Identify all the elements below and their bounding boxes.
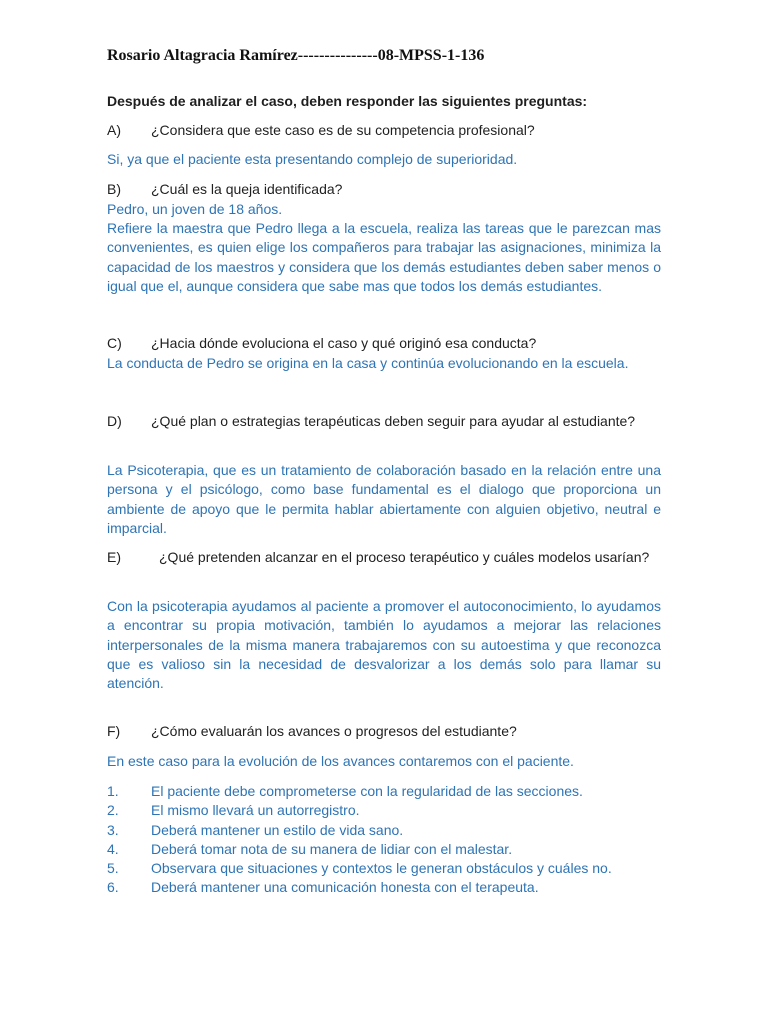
question-letter: D): [107, 413, 122, 429]
list-text: El paciente debe comprometerse con la regularidad de las secciones.: [151, 783, 583, 799]
list-text: Deberá mantener un estilo de vida sano.: [151, 821, 404, 838]
answer-b-line-1: Pedro, un joven de 18 años.: [107, 201, 283, 217]
student-code: 08-MPSS-1-136: [377, 47, 485, 64]
answer-a: Si, ya que el paciente esta presentando complejo de superioridad.: [107, 151, 518, 167]
list-item: [107, 840, 661, 859]
list-number: 1.: [107, 783, 119, 799]
list-item: [107, 801, 661, 820]
question-letter: E): [107, 549, 121, 565]
evaluation-list: [107, 782, 661, 898]
list-item: [107, 878, 661, 897]
list-number: 6.: [107, 879, 119, 896]
instructions-heading: Después de analizar el caso, deben responder las siguientes preguntas:: [107, 93, 588, 109]
list-number: 3.: [107, 821, 119, 838]
question-a: [107, 121, 661, 140]
list-item: [107, 821, 661, 840]
list-number: 5.: [107, 860, 119, 877]
question-d: [107, 412, 661, 431]
question-letter: B): [107, 181, 121, 197]
question-letter: F): [107, 723, 121, 739]
list-item: [107, 859, 661, 878]
question-text: ¿Cuál es la queja identificada?: [151, 181, 343, 197]
list-text: Observara que situaciones y contextos le generan obstáculos y cuáles no.: [151, 860, 612, 877]
list-number: 4.: [107, 840, 119, 857]
question-e: [107, 548, 661, 567]
question-letter: A): [107, 122, 121, 138]
question-text: ¿Considera que este caso es de su competencia profesional?: [151, 122, 535, 138]
answer-c: La conducta de Pedro se origina en la casa y continúa evolucionando en la escuela.: [107, 355, 629, 371]
header-separator: ---------------: [297, 47, 378, 64]
list-number: 2.: [107, 802, 119, 819]
answer-f: En este caso para la evolución de los avances contaremos con el paciente.: [107, 753, 574, 769]
question-text: ¿Qué pretenden alcanzar en el proceso terapéutico y cuáles modelos usarían?: [159, 549, 650, 565]
question-text: ¿Hacia dónde evoluciona el caso y qué originó esa conducta?: [151, 335, 537, 351]
list-text: Deberá tomar nota de su manera de lidiar con el malestar.: [151, 840, 513, 857]
question-text: ¿Qué plan o estrategias terapéuticas deben seguir para ayudar al estudiante?: [151, 413, 636, 429]
question-letter: C): [107, 335, 122, 351]
answer-e: Con la psicoterapia ayudamos al paciente a promover el autoconocimiento, lo ayudamos a encontrar su propia motivación, también lo ayudamos a mejorar las relaciones interpersonales de la misma manera trabajaremos con su autoestima y que reconozca que es valioso sin la necesidad de desvalorizar a los demás solo para llamar su atención.: [107, 598, 661, 692]
question-b: [107, 180, 661, 199]
question-c: [107, 334, 661, 353]
answer-b-paragraph: Refiere la maestra que Pedro llega a la escuela, realiza las tareas que le parezcan mas convenientes, es quien elige los compañeros para trabajar las asignaciones, minimiza la capacidad de los maestros y considera que los demás estudiantes deben saber menos o igual que el, aunque considera que sabe mas que todos los demás estudiantes.: [107, 220, 661, 294]
list-item: [107, 782, 661, 801]
answer-d: La Psicoterapia, que es un tratamiento de colaboración basado en la relación entre una persona y el psicólogo, como base fundamental es el dialogo que proporciona un ambiente de apoyo que le permita hablar abiertamente con alguien objetivo, neutral e imparcial.: [107, 462, 661, 536]
author-name: Rosario Altagracia Ramírez: [107, 47, 298, 64]
list-text: Deberá mantener una comunicación honesta con el terapeuta.: [151, 879, 539, 896]
document-header: [107, 47, 484, 65]
list-text: El mismo llevará un autorregistro.: [151, 802, 360, 819]
question-text: ¿Cómo evaluarán los avances o progresos del estudiante?: [151, 723, 517, 739]
question-f: [107, 722, 661, 741]
